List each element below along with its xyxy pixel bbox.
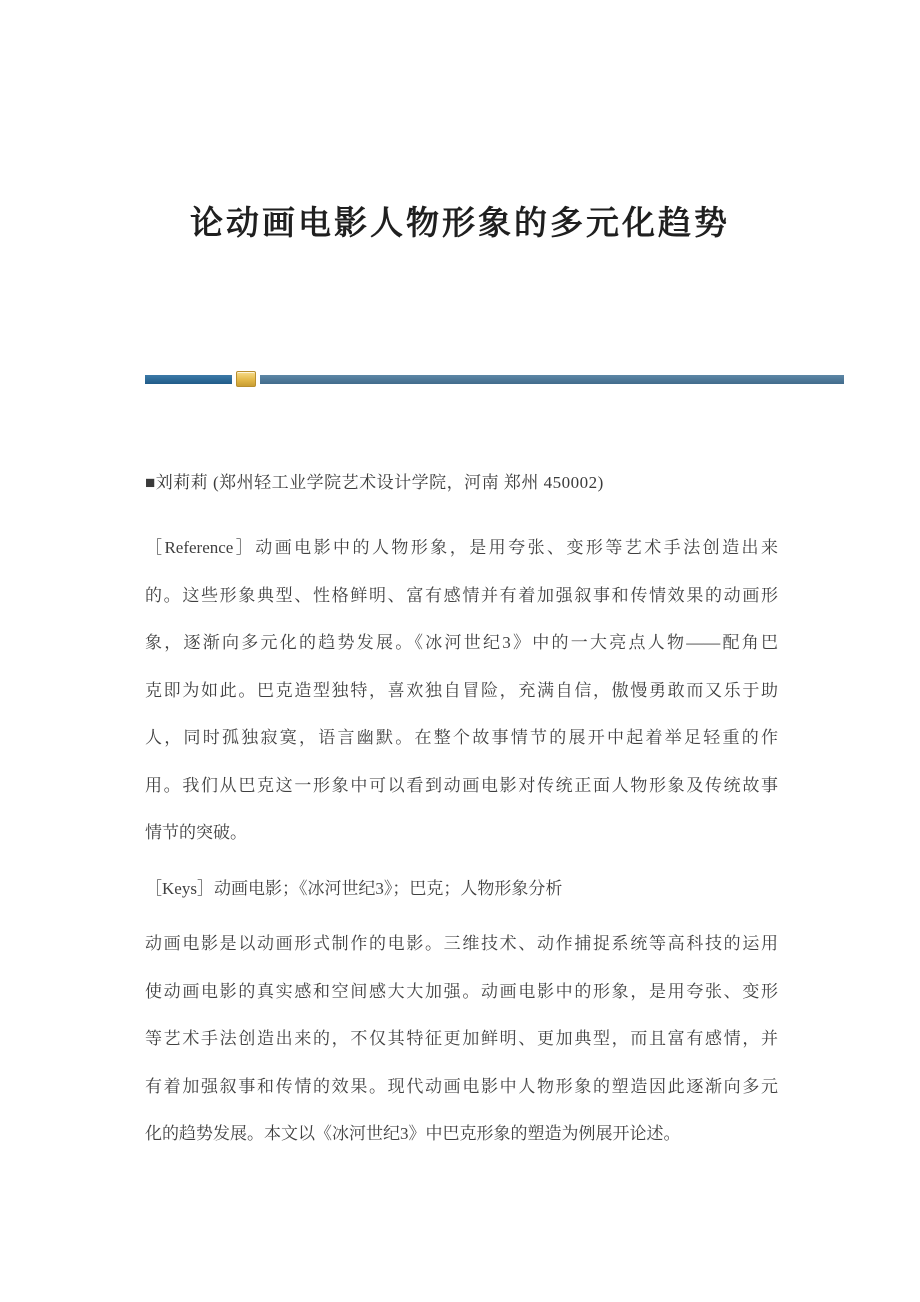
text-line: 克即为如此。巴克造型独特，喜欢独自冒险，充满自信，傲慢勇敢而又乐于助	[145, 680, 778, 700]
text-line: 等艺术手法创造出来的，不仅其特征更加鲜明、更加典型，而且富有感情，并	[145, 1029, 778, 1049]
author-line: ■刘莉莉 (郑州轻工业学院艺术设计学院，河南 郑州 450002)	[145, 473, 604, 493]
text-line: 象，逐渐向多元化的趋势发展。《冰河世纪3》中的一大亮点人物——配角巴	[145, 633, 778, 653]
text-line: 情节的突破。	[145, 823, 247, 843]
text-line: 人，同时孤独寂寞，语言幽默。在整个故事情节的展开中起着举足轻重的作	[145, 728, 778, 748]
divider-bar-main	[260, 375, 844, 384]
text-line: 动画电影是以动画形式制作的电影。三维技术、动作捕捉系统等高科技的运用	[145, 934, 778, 954]
text-line: 用。我们从巴克这一形象中可以看到动画电影对传统正面人物形象及传统故事	[145, 775, 778, 795]
paragraphs	[145, 524, 778, 1158]
text-line: ［Keys］动画电影；《冰河世纪3》；巴克；人物形象分析	[145, 878, 563, 898]
section-divider	[145, 372, 844, 386]
paragraph-intro	[145, 920, 778, 1158]
paragraph-abstract	[145, 524, 778, 857]
text-line: 使动画电影的真实感和空间感大大加强。动画电影中的形象，是用夸张、变形	[145, 981, 778, 1001]
text-line: 有着加强叙事和传情的效果。现代动画电影中人物形象的塑造因此逐渐向多元	[145, 1076, 778, 1096]
divider-bar-left	[145, 375, 232, 384]
image-icon	[236, 371, 256, 387]
document-title: 论动画电影人物形象的多元化趋势	[190, 206, 730, 242]
text-line: 的。这些形象典型、性格鲜明、富有感情并有着加强叙事和传情效果的动画形	[145, 585, 778, 605]
paragraph-keywords	[145, 865, 778, 913]
text-line: ［Reference］动画电影中的人物形象，是用夸张、变形等艺术手法创造出来	[145, 538, 778, 558]
text-line: 化的趋势发展。本文以《冰河世纪3》中巴克形象的塑造为例展开论述。	[145, 1124, 681, 1144]
